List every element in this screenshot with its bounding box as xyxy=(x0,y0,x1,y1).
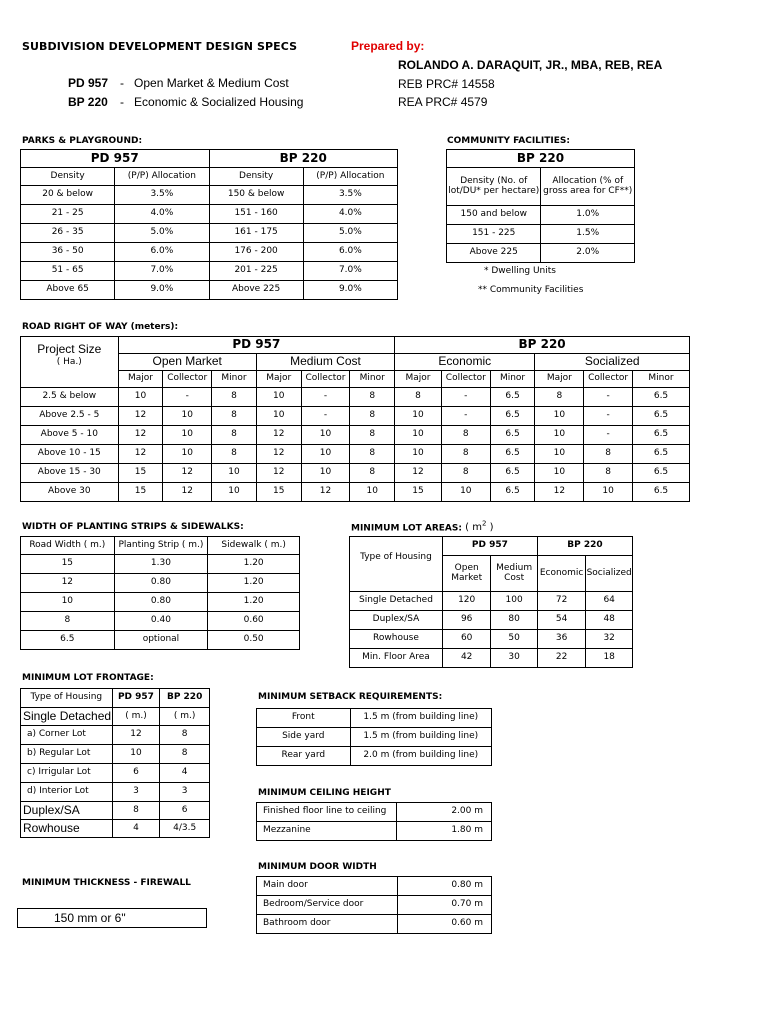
community-section-title: COMMUNITY FACILITIES: xyxy=(447,136,570,146)
ceiling-section-title: MINIMUM CEILING HEIGHT xyxy=(258,788,391,798)
table-row xyxy=(21,483,690,502)
road-value-cell: 12 xyxy=(535,483,584,502)
road-value-cell: 12 xyxy=(256,426,301,445)
road-value-cell: 15 xyxy=(118,464,163,483)
road-value-cell: 10 xyxy=(118,388,163,407)
road-value-cell: 10 xyxy=(301,445,350,464)
road-value-cell: 10 xyxy=(395,445,442,464)
parks-pd-header: PD 957 xyxy=(21,150,210,168)
road-value-cell: 10 xyxy=(395,407,442,426)
table-row xyxy=(21,407,690,426)
road-value-cell: 10 xyxy=(212,464,257,483)
road-value-cell: 12 xyxy=(301,483,350,502)
table-row xyxy=(21,426,690,445)
table-row: Mezzanine 1.80 m xyxy=(257,822,492,841)
table-row: Finished floor line to ceiling 2.00 m xyxy=(257,803,492,822)
road-project-size-cell: Above 5 - 10 xyxy=(21,426,119,445)
frontage-table: Type of Housing PD 957 BP 220 Single Detached ( m.) ( m.) a) Corner Lot 12 8 b) Regular Lot 10 8 c) Irrigular Lot 6 4 d) Interior Lot 3 3 Duplex/SA 8 6 Rowhouse 4 4/3.5 xyxy=(20,688,210,838)
parks-bp-header: BP 220 xyxy=(209,150,398,168)
parks-col-alloc: (P/P) Allocation xyxy=(115,168,209,186)
table-row: 36 - 50 6.0% 176 - 200 6.0% xyxy=(21,243,398,262)
road-value-cell: 10 xyxy=(395,426,442,445)
road-project-size-header: Project Size ( Ha.) xyxy=(21,337,119,388)
table-row: Single Detached 120 100 72 64 xyxy=(350,592,633,611)
lot-areas-table: Type of Housing PD 957 BP 220 Open Market Medium Cost Economic Socialized Single Detached 120 100 72 64 Duplex/SA 96 80 54 48 Rowhouse 60 50 36 32 Min. Floor Area 42 30 22 18 xyxy=(349,536,633,668)
firewall-value: 150 mm or 6" xyxy=(54,911,126,925)
road-value-cell: 6.5 xyxy=(490,445,535,464)
door-table xyxy=(256,876,492,934)
road-value-cell: 12 xyxy=(256,445,301,464)
road-value-cell: 15 xyxy=(256,483,301,502)
planting-section-title: WIDTH OF PLANTING STRIPS & SIDEWALKS: xyxy=(22,522,244,532)
road-value-cell: 6.5 xyxy=(633,445,690,464)
table-row: 20 & below 3.5% 150 & below 3.5% xyxy=(21,186,398,205)
road-value-cell: 8 xyxy=(212,445,257,464)
table-row: Rear yard 2.0 m (from building line) xyxy=(257,747,492,766)
road-value-cell: 10 xyxy=(441,483,490,502)
table-row: Front 1.5 m (from building line) xyxy=(257,709,492,728)
road-value-cell: 8 xyxy=(441,426,490,445)
frontage-section-title: MINIMUM LOT FRONTAGE: xyxy=(22,673,154,683)
table-row: 151 - 225 1.5% xyxy=(447,225,635,244)
note-dwelling-units: * Dwelling Units xyxy=(484,266,556,276)
page-title: SUBDIVISION DEVELOPMENT DESIGN SPECS xyxy=(22,40,298,53)
road-value-cell: 10 xyxy=(584,483,633,502)
table-row: Rowhouse 60 50 36 32 xyxy=(350,630,633,649)
road-value-cell: 10 xyxy=(535,426,584,445)
road-value-cell: 6.5 xyxy=(490,464,535,483)
road-value-cell: - xyxy=(584,388,633,407)
road-value-cell: 15 xyxy=(395,483,442,502)
table-row: b) Regular Lot 10 8 xyxy=(21,745,210,764)
road-group-open-market: Open Market xyxy=(118,354,256,371)
community-col-alloc: Allocation (% of gross area for CF**) xyxy=(541,168,635,206)
road-value-cell: 10 xyxy=(163,407,212,426)
road-value-cell: 10 xyxy=(535,464,584,483)
lot-areas-type-header: Type of Housing xyxy=(350,537,443,592)
road-value-cell: 12 xyxy=(163,464,212,483)
road-value-cell: 10 xyxy=(256,407,301,426)
road-project-size-cell: Above 15 - 30 xyxy=(21,464,119,483)
road-value-cell: 8 xyxy=(350,407,395,426)
table-row: Duplex/SA 8 6 xyxy=(21,802,210,820)
road-group-economic: Economic xyxy=(395,354,535,371)
preparer-name: ROLANDO A. DARAQUIT, JR., MBA, REB, REA xyxy=(398,58,663,72)
road-value-cell: 8 xyxy=(395,388,442,407)
parks-section-title: PARKS & PLAYGROUND: xyxy=(22,136,143,146)
road-value-cell: 6.5 xyxy=(490,388,535,407)
road-value-cell: 10 xyxy=(212,483,257,502)
table-row: 8 0.40 0.60 xyxy=(21,612,300,631)
road-value-cell: 8 xyxy=(212,388,257,407)
road-value-cell: 10 xyxy=(256,388,301,407)
firewall-section-title: MINIMUM THICKNESS - FIREWALL xyxy=(22,878,191,888)
note-community-facilities: ** Community Facilities xyxy=(478,285,584,295)
road-value-cell: 10 xyxy=(301,426,350,445)
road-value-cell: 8 xyxy=(350,445,395,464)
table-row: Bathroom door 0.60 m xyxy=(257,915,492,934)
door-section-title: MINIMUM DOOR WIDTH xyxy=(258,862,377,872)
table-row: c) Irrigular Lot 6 4 xyxy=(21,764,210,783)
table-row: Duplex/SA 96 80 54 48 xyxy=(350,611,633,630)
table-row: 10 0.80 1.20 xyxy=(21,593,300,612)
parks-col-alloc: (P/P) Allocation xyxy=(303,168,397,186)
road-value-cell: - xyxy=(163,388,212,407)
parks-table xyxy=(20,149,398,300)
road-value-cell: - xyxy=(441,388,490,407)
road-value-cell: 10 xyxy=(163,445,212,464)
table-row: 15 1.30 1.20 xyxy=(21,555,300,574)
table-row: 12 0.80 1.20 xyxy=(21,574,300,593)
road-section-title: ROAD RIGHT OF WAY (meters): xyxy=(22,322,179,332)
rea-prc: REA PRC# 4579 xyxy=(398,95,488,109)
road-value-cell: 8 xyxy=(350,388,395,407)
road-value-cell: 8 xyxy=(441,464,490,483)
parks-col-density: Density xyxy=(21,168,115,186)
table-row: Bedroom/Service door 0.70 m xyxy=(257,896,492,915)
road-value-cell: 6.5 xyxy=(633,388,690,407)
road-value-cell: 8 xyxy=(584,464,633,483)
road-value-cell: 6.5 xyxy=(633,483,690,502)
community-col-density: Density (No. of lot/DU* per hectare) xyxy=(447,168,541,206)
road-value-cell: 10 xyxy=(301,464,350,483)
firewall-value-box xyxy=(17,908,207,928)
table-row: 21 - 25 4.0% 151 - 160 4.0% xyxy=(21,205,398,224)
table-row xyxy=(21,464,690,483)
ceiling-table xyxy=(256,802,492,841)
table-row: Rowhouse 4 4/3.5 xyxy=(21,820,210,838)
table-row: 26 - 35 5.0% 161 - 175 5.0% xyxy=(21,224,398,243)
road-project-size-cell: Above 10 - 15 xyxy=(21,445,119,464)
table-row: 6.5 optional 0.50 xyxy=(21,631,300,650)
community-bp-header: BP 220 xyxy=(447,150,635,168)
road-value-cell: 15 xyxy=(118,483,163,502)
road-value-cell: - xyxy=(301,388,350,407)
road-value-cell: - xyxy=(301,407,350,426)
road-value-cell: 10 xyxy=(163,426,212,445)
reb-prc: REB PRC# 14558 xyxy=(398,77,495,91)
road-value-cell: 10 xyxy=(350,483,395,502)
road-value-cell: 12 xyxy=(118,445,163,464)
table-row: Above 65 9.0% Above 225 9.0% xyxy=(21,281,398,300)
road-value-cell: - xyxy=(584,407,633,426)
road-value-cell: 8 xyxy=(350,464,395,483)
road-value-cell: 6.5 xyxy=(633,407,690,426)
road-value-cell: 8 xyxy=(350,426,395,445)
road-value-cell: 12 xyxy=(163,483,212,502)
road-value-cell: 8 xyxy=(584,445,633,464)
road-value-cell: 8 xyxy=(441,445,490,464)
lot-areas-section-title: MINIMUM LOT AREAS: ( $m^2$ ) xyxy=(351,520,494,534)
road-value-cell: 6.5 xyxy=(490,426,535,445)
road-value-cell: - xyxy=(584,426,633,445)
road-value-cell: 8 xyxy=(535,388,584,407)
table-row: Side yard 1.5 m (from building line) xyxy=(257,728,492,747)
road-project-size-cell: Above 30 xyxy=(21,483,119,502)
community-table xyxy=(446,149,635,263)
table-row: Main door 0.80 m xyxy=(257,877,492,896)
road-group-medium-cost: Medium Cost xyxy=(256,354,394,371)
road-value-cell: 6.5 xyxy=(490,407,535,426)
road-project-size-cell: Above 2.5 - 5 xyxy=(21,407,119,426)
table-row: Min. Floor Area 42 30 22 18 xyxy=(350,649,633,668)
road-value-cell: 10 xyxy=(535,407,584,426)
road-value-cell: 12 xyxy=(395,464,442,483)
road-project-size-cell: 2.5 & below xyxy=(21,388,119,407)
parks-col-density: Density xyxy=(209,168,303,186)
table-row: 51 - 65 7.0% 201 - 225 7.0% xyxy=(21,262,398,281)
road-value-cell: 12 xyxy=(118,426,163,445)
law-pd957: PD 957 - Open Market & Medium Cost xyxy=(68,76,289,90)
table-row: a) Corner Lot 12 8 xyxy=(21,726,210,745)
table-row xyxy=(21,445,690,464)
road-value-cell: 6.5 xyxy=(633,426,690,445)
table-row: Above 225 2.0% xyxy=(447,244,635,263)
road-value-cell: 8 xyxy=(212,407,257,426)
road-group-socialized: Socialized xyxy=(535,354,690,371)
road-value-cell: 12 xyxy=(256,464,301,483)
road-value-cell: - xyxy=(441,407,490,426)
setback-section-title: MINIMUM SETBACK REQUIREMENTS: xyxy=(258,692,443,702)
road-bp-header: BP 220 xyxy=(395,337,690,354)
prepared-by-label: Prepared by: xyxy=(351,39,425,53)
planting-table: Road Width ( m.) Planting Strip ( m.) Sidewalk ( m.) 15 1.30 1.20 12 0.80 1.20 10 0.80 1.20 8 0.40 0.60 6.5 optional 0.50 xyxy=(20,536,300,650)
road-value-cell: 12 xyxy=(118,407,163,426)
road-table: Project Size ( Ha.) PD 957 BP 220 Open Market Medium Cost Economic Socialized Major Collector Minor Major Collector Minor Major Collector Minor Major Collector Minor 2.5 & below 10 - 8 10 - 8 8 - 6.5 8 - 6.5 Above 2.5 - 5 12 10 8 10 - 8 10 - 6.5 10 - 6.5 Above 5 - 10 12 10 8 12 10 8 10 8 6.5 10 - 6.5 Above 10 - 15 12 10 8 12 10 8 10 8 6.5 10 8 6.5 Above 15 - 30 15 12 10 12 10 8 12 8 6.5 10 8 6.5 Above 30 15 12 10 15 12 10 15 10 6.5 12 10 6.5 xyxy=(20,336,690,502)
road-value-cell: 6.5 xyxy=(633,464,690,483)
road-pd-header: PD 957 xyxy=(118,337,395,354)
law-bp220: BP 220 - Economic & Socialized Housing xyxy=(68,95,304,109)
road-value-cell: 6.5 xyxy=(490,483,535,502)
setback-table xyxy=(256,708,492,766)
table-row: 150 and below 1.0% xyxy=(447,206,635,225)
road-value-cell: 10 xyxy=(535,445,584,464)
table-row xyxy=(21,388,690,407)
table-row: d) Interior Lot 3 3 xyxy=(21,783,210,802)
road-value-cell: 8 xyxy=(212,426,257,445)
